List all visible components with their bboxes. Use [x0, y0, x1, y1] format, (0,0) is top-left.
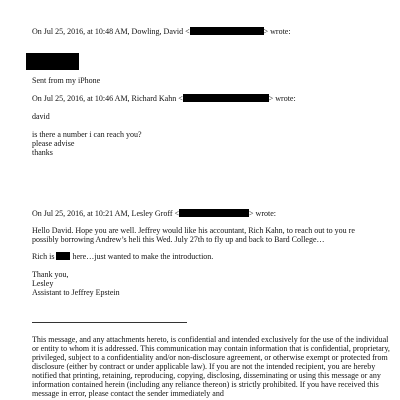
redacted-email-address: [183, 94, 269, 102]
email2-header-suffix: > wrote:: [268, 94, 296, 103]
redacted-email-address: [179, 209, 249, 217]
email3-header-prefix: On Jul 25, 2016, at 10:21 AM, Lesley Groff <: [32, 209, 180, 218]
signoff-line: Assistant to Jeffrey Epstein: [32, 288, 120, 297]
email2-body-line: thanks: [32, 148, 53, 157]
signature-divider: [32, 322, 187, 323]
email1-header-suffix: > wrote:: [263, 27, 291, 36]
email1-header-prefix: On Jul 25, 2016, at 10:48 AM, Dowling, David <: [32, 27, 190, 36]
signoff-line: Lesley: [32, 279, 54, 288]
email3-rich-line: [32, 252, 213, 261]
email3-header-suffix: > wrote:: [249, 209, 276, 218]
email1-header: [32, 27, 291, 36]
rich-prefix: Rich is: [32, 252, 55, 261]
rich-suffix: here…just wanted to make the introduction.: [72, 252, 214, 261]
email3-body-line: Hello David. Hope you are well. Jeffrey would like his accountant, Rich Kahn, to reach out to you re: [32, 226, 355, 235]
redacted-name: [56, 252, 70, 260]
email3-header: [32, 209, 276, 218]
email3-body-line: possibly borrowing Andrew’s heli this Wed. July 27th to fly up and back to Bard College…: [32, 235, 325, 244]
email2-header: [32, 94, 296, 103]
sent-from-line: Sent from my iPhone: [32, 76, 101, 85]
redacted-email-address: [190, 27, 264, 35]
email2-header-prefix: On Jul 25, 2016, at 10:46 AM, Richard Kahn <: [32, 94, 183, 103]
signoff-line: Thank you,: [32, 270, 69, 279]
email2-body-line: david: [32, 112, 50, 121]
email2-body-line: please advise: [32, 139, 75, 148]
confidentiality-disclaimer: This message, and any attachments hereto, is confidential and intended exclusively for the use of the individual or entity to whom it is addressed. This communication may contain information that is confidential, proprietary, privileged, subject to a confidentiality and/or non-disclosure agreement, or otherwise exempt or protected from disclosure (either by contract or under applicable law). If you are not the intended recipient, you are hereby notified that printing, retaining, reproducing, copying, disclosing, disseminating or using this message or any information contained herein (including any reliance thereon) is strictly prohibited. If you have received this message in error, please contact the sender immediately and: [32, 335, 390, 398]
redacted-block: [26, 53, 79, 70]
email2-body-line: is there a number i can reach you?: [32, 130, 142, 139]
